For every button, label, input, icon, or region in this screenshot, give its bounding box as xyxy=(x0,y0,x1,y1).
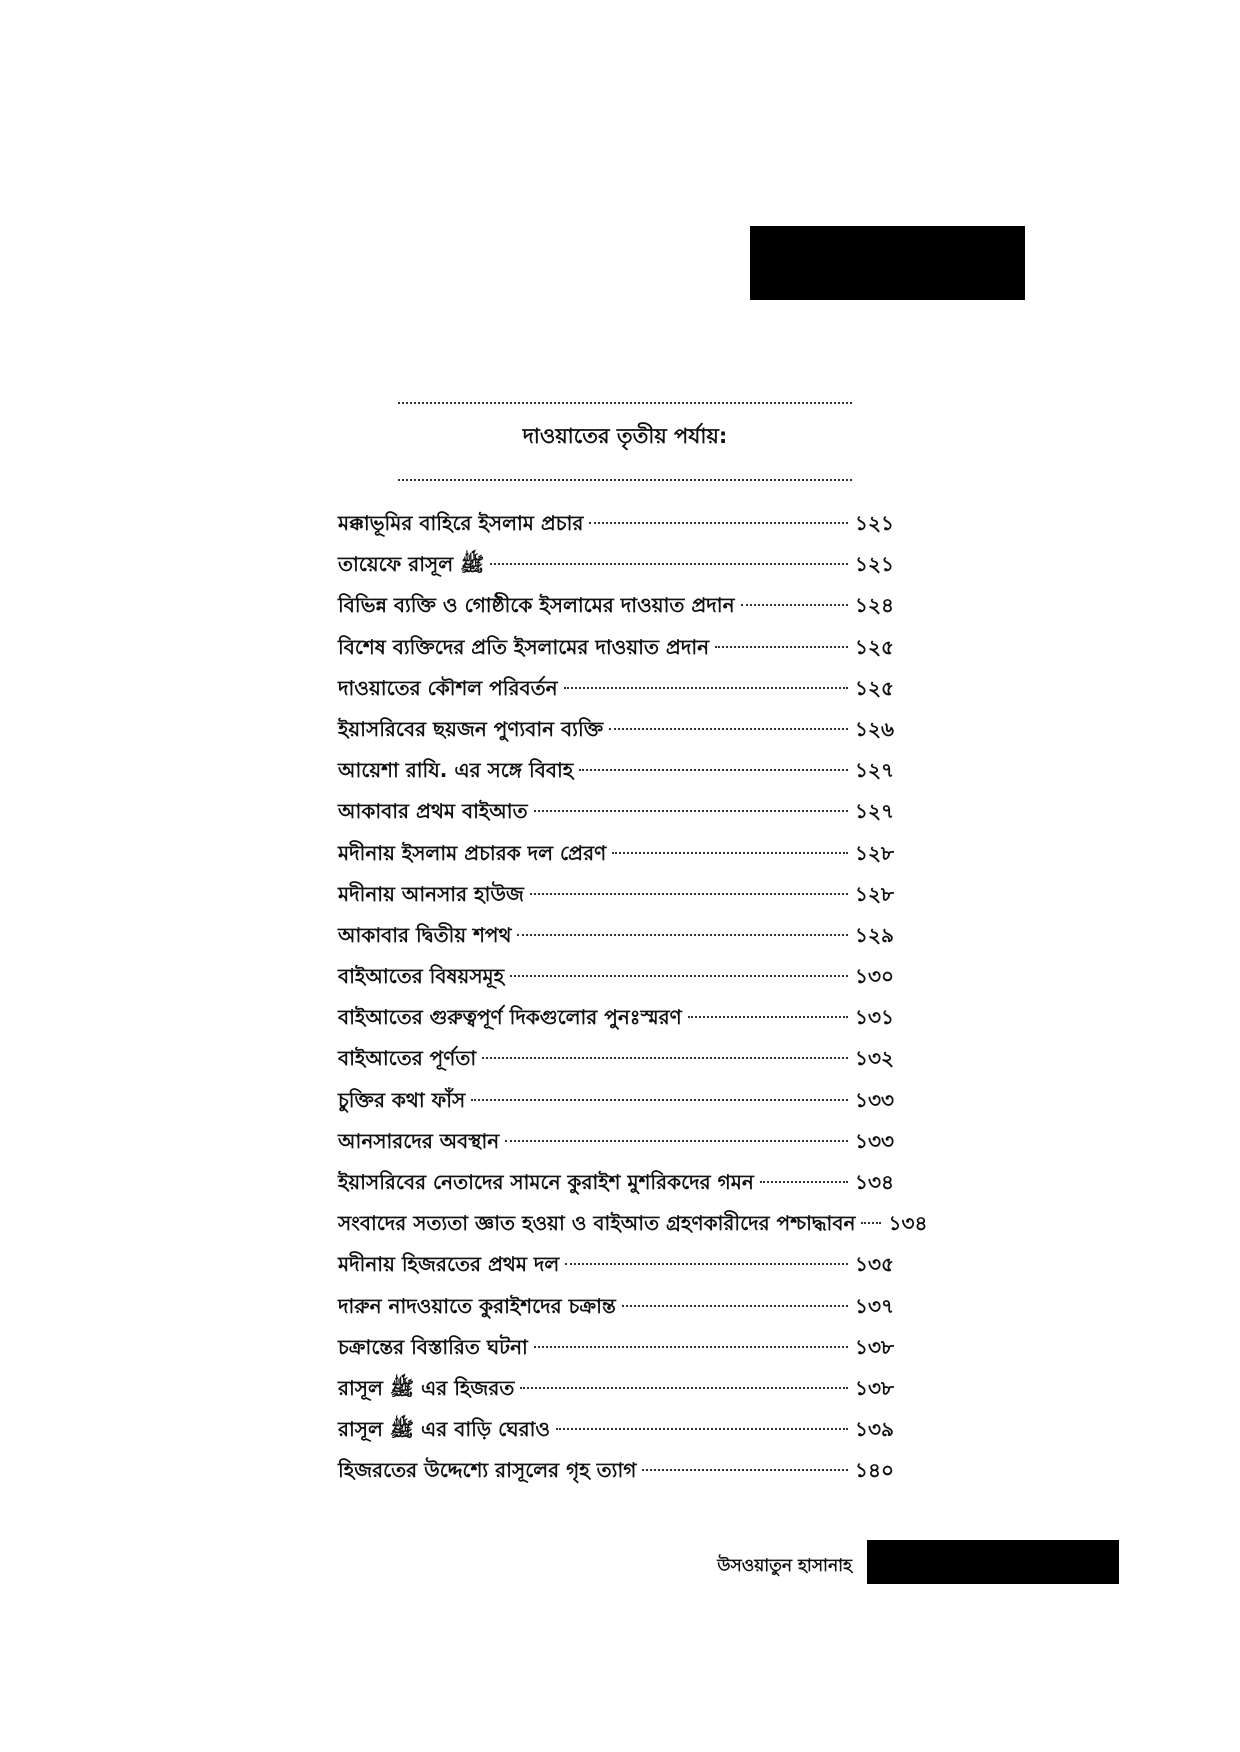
toc-entry-page: ১৩৮ xyxy=(855,1334,894,1359)
toc-entry-title: বাইআতের পূর্ণতা xyxy=(338,1046,477,1071)
toc-dot-leader xyxy=(534,810,848,812)
toc-entry-page: ১২১ xyxy=(855,552,894,577)
toc-entry-page: ১৩৫ xyxy=(855,1252,894,1277)
toc-entry-page: ১৩৪ xyxy=(855,1170,894,1194)
toc-entry xyxy=(338,791,894,832)
toc-dot-leader xyxy=(556,1428,848,1430)
toc-entry-title: ইয়াসরিবের ছয়জন পুণ্যবান ব্যক্তি xyxy=(338,716,604,741)
footer-redaction-block xyxy=(867,1540,1119,1584)
toc-dot-leader xyxy=(490,563,848,565)
toc-entry-page: ১৩৮ xyxy=(855,1375,894,1400)
toc-entry-title: আনসারদের অবস্থান xyxy=(338,1128,500,1153)
toc-entry-page: ১২১ xyxy=(855,511,894,535)
toc-entry-page: ১২৮ xyxy=(855,881,894,906)
dotted-rule-top xyxy=(398,402,852,404)
toc-dot-leader xyxy=(517,934,848,936)
toc-entry-title: চুক্তির কথা ফাঁস xyxy=(338,1087,466,1112)
section-heading: দাওয়াতের তৃতীয় পর্যায়: xyxy=(522,424,728,448)
toc-entry-page: ১৩০ xyxy=(855,964,894,989)
toc-dot-leader xyxy=(530,893,848,895)
toc-dot-leader xyxy=(861,1222,881,1224)
toc-entry xyxy=(338,709,894,750)
toc-entry xyxy=(338,585,894,626)
toc-entry-title: আকাবার প্রথম বাইআত xyxy=(338,799,528,824)
toc-entry-title: হিজরতের উদ্দেশ্যে রাসূলের গৃহ ত্যাগ xyxy=(338,1458,637,1483)
toc-entry xyxy=(338,1450,894,1491)
toc-dot-leader xyxy=(715,646,848,648)
toc-entry xyxy=(338,1327,894,1368)
toc-entry-title: সংবাদের সত্যতা জ্ঞাত হওয়া ও বাইআত গ্রহণকারীদের পশ্চাদ্ধাবন xyxy=(338,1211,856,1236)
toc-dot-leader xyxy=(622,1305,848,1307)
toc-entry xyxy=(338,1409,894,1450)
toc-dot-leader xyxy=(612,852,848,854)
toc-entry-title: দাওয়াতের কৌশল পরিবর্তন xyxy=(338,675,558,700)
toc-entry-page: ১৩৭ xyxy=(855,1293,894,1318)
toc-dot-leader xyxy=(564,687,848,689)
toc-entry-page: ১২৮ xyxy=(855,840,894,865)
toc-entry-page: ১২৫ xyxy=(855,675,894,700)
toc-entry xyxy=(338,544,894,585)
toc-entry xyxy=(338,1038,894,1079)
toc-entry xyxy=(338,997,894,1038)
toc-entry-page: ১২৪ xyxy=(855,593,894,618)
toc-dot-leader xyxy=(579,769,848,771)
toc-entry-title: ইয়াসরিবের নেতাদের সামনে কুরাইশ মুশরিকদের গমন xyxy=(338,1170,754,1194)
toc-dot-leader xyxy=(741,604,848,606)
toc-entry xyxy=(338,627,894,668)
toc-entry-page: ১৪০ xyxy=(855,1458,894,1483)
toc-entry-title: মদীনায় হিজরতের প্রথম দল xyxy=(338,1252,560,1277)
toc-dot-leader xyxy=(565,1263,848,1265)
toc-entry-title: দারুন নাদওয়াতে কুরাইশদের চক্রান্ত xyxy=(338,1293,616,1318)
header-redaction-block xyxy=(750,226,1025,300)
toc-entry-title: তায়েফে রাসূল ﷺ xyxy=(338,552,485,577)
toc-entry-page: ১২৭ xyxy=(855,799,894,824)
toc-dot-leader xyxy=(534,1346,848,1348)
toc-entry xyxy=(338,1121,894,1162)
toc-entry-title: মক্কাভূমির বাহিরে ইসলাম প্রচার xyxy=(338,511,584,535)
toc-entry xyxy=(338,1203,928,1244)
toc-entry xyxy=(338,833,894,874)
toc-entry xyxy=(338,503,894,544)
toc-entry-page: ১৩২ xyxy=(855,1046,894,1071)
toc-entry-page: ১৩৯ xyxy=(855,1417,894,1442)
toc-entry-title: বিশেষ ব্যক্তিদের প্রতি ইসলামের দাওয়াত প্রদান xyxy=(338,634,710,659)
dotted-rule-bottom xyxy=(398,479,852,481)
toc-entry-title: মদীনায় আনসার হাউজ xyxy=(338,881,524,906)
toc-entry xyxy=(338,874,894,915)
toc-entry-page: ১৩৩ xyxy=(855,1128,894,1153)
toc-dot-leader xyxy=(609,728,848,730)
toc-entry-title: বাইআতের গুরুত্বপূর্ণ দিকগুলোর পুনঃস্মরণ xyxy=(338,1005,682,1030)
toc-entry-page: ১৩১ xyxy=(855,1005,894,1030)
toc-entry-title: চক্রান্তের বিস্তারিত ঘটনা xyxy=(338,1334,528,1359)
toc-entry-title: রাসূল ﷺ এর হিজরত xyxy=(338,1375,515,1400)
toc-entry-page: ১২৬ xyxy=(855,716,894,741)
toc-entry xyxy=(338,1244,894,1285)
toc-entry xyxy=(338,1080,894,1121)
table-of-contents xyxy=(338,503,928,1492)
toc-entry xyxy=(338,1368,894,1409)
toc-dot-leader xyxy=(688,1016,848,1018)
toc-dot-leader xyxy=(589,522,848,524)
toc-dot-leader xyxy=(482,1057,848,1059)
toc-dot-leader xyxy=(471,1099,848,1101)
toc-entry-page: ১৩৩ xyxy=(855,1087,894,1112)
toc-entry-title: আয়েশা রাযি. এর সঙ্গে বিবাহ xyxy=(338,758,574,783)
toc-entry xyxy=(338,1286,894,1327)
toc-dot-leader xyxy=(520,1387,848,1389)
toc-dot-leader xyxy=(510,975,848,977)
toc-entry xyxy=(338,956,894,997)
toc-entry-title: মদীনায় ইসলাম প্রচারক দল প্রেরণ xyxy=(338,840,607,865)
toc-entry-title: বিভিন্ন ব্যক্তি ও গোষ্ঠীকে ইসলামের দাওয়াত প্রদান xyxy=(338,593,735,618)
toc-entry-page: ১২৯ xyxy=(855,922,894,947)
toc-entry xyxy=(338,915,894,956)
toc-dot-leader xyxy=(642,1469,848,1471)
toc-entry-page: ১২৭ xyxy=(855,758,894,783)
toc-entry xyxy=(338,1162,894,1203)
toc-entry-title: আকাবার দ্বিতীয় শপথ xyxy=(338,922,512,947)
toc-entry xyxy=(338,668,894,709)
footer-book-title: উসওয়াতুন হাসানাহ xyxy=(717,1556,852,1576)
toc-entry-title: রাসূল ﷺ এর বাড়ি ঘেরাও xyxy=(338,1417,551,1442)
toc-entry-title: বাইআতের বিষয়সমূহ xyxy=(338,964,505,989)
toc-entry-page: ১৩৪ xyxy=(888,1211,928,1236)
toc-dot-leader xyxy=(505,1140,848,1142)
toc-entry-page: ১২৫ xyxy=(855,634,894,659)
toc-dot-leader xyxy=(760,1181,848,1183)
toc-entry xyxy=(338,750,894,791)
